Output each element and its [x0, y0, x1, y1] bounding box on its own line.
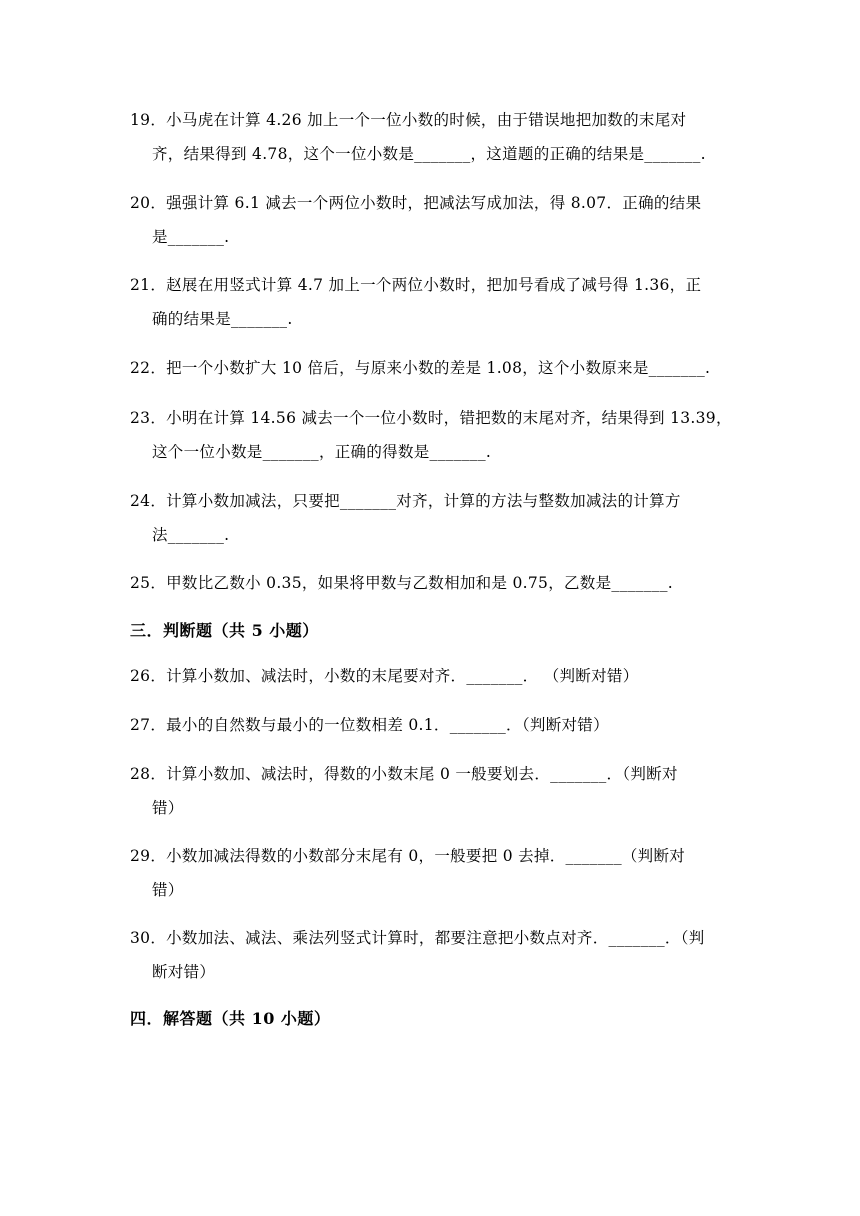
question-number: 26．: [130, 667, 167, 685]
question-text: 甲数比乙数小 0.35，如果将甲数与乙数相加和是 0.75，乙数是_______.: [166, 574, 673, 592]
question-22: [130, 351, 730, 385]
question-30: [130, 921, 730, 989]
question-number: 20．: [130, 194, 167, 212]
question-line: [130, 757, 730, 791]
question-text-continued: 法_______.: [152, 526, 230, 544]
question-24: [130, 484, 730, 552]
question-25: [130, 566, 730, 600]
question-line: [130, 659, 730, 693]
question-text-continued: 确的结果是_______.: [152, 310, 293, 328]
question-text-continued: 错）: [152, 799, 184, 817]
question-number: 27．: [130, 716, 167, 734]
question-text-continued: 错）: [152, 881, 184, 899]
question-line: [130, 484, 730, 518]
question-text-continued: 是_______.: [152, 228, 230, 246]
section-heading-judgement: 三．判断题（共 5 小题）: [130, 621, 319, 640]
question-21: [130, 268, 730, 336]
question-text: 小数加减法得数的小数部分末尾有 0，一般要把 0 去掉．_______（判断对: [166, 847, 686, 865]
question-number: 29．: [130, 847, 167, 865]
question-29: [130, 839, 730, 907]
question-text: 计算小数加、减法时，得数的小数末尾 0 一般要划去．_______．（判断对: [166, 765, 678, 783]
question-line: [130, 921, 730, 955]
question-26: [130, 659, 730, 693]
question-line: [130, 839, 730, 873]
question-number: 25．: [130, 574, 167, 592]
question-number: 24．: [130, 492, 167, 510]
question-text: 计算小数加、减法时，小数的末尾要对齐．_______． （判断对错）: [166, 667, 639, 685]
question-line: [130, 103, 730, 137]
question-line: [130, 708, 730, 742]
question-number: 22．: [130, 359, 167, 377]
question-line: [130, 268, 730, 302]
question-number: 23．: [130, 409, 167, 427]
question-line: [130, 401, 730, 435]
question-number: 21．: [130, 276, 167, 294]
question-27: [130, 708, 730, 742]
question-text: 小数加法、减法、乘法列竖式计算时，都要注意把小数点对齐．_______．（判: [166, 929, 705, 947]
section-heading-answer: 四．解答题（共 10 小题）: [130, 1009, 331, 1028]
question-number: 28．: [130, 765, 167, 783]
question-text: 计算小数加减法，只要把_______对齐，计算的方法与整数加减法的计算方: [166, 492, 681, 510]
question-28: [130, 757, 730, 825]
question-text-continued: 断对错）: [152, 963, 216, 981]
question-23: [130, 401, 730, 469]
question-number: 30．: [130, 929, 167, 947]
question-line: [130, 566, 730, 600]
question-line: [130, 351, 730, 385]
question-text-continued: 齐，结果得到 4.78，这个一位小数是_______，这道题的正确的结果是_______.: [152, 145, 706, 163]
question-text: 小明在计算 14.56 减去一个一位小数时，错把数的末尾对齐，结果得到 13.39，: [166, 409, 732, 427]
question-number: 19．: [130, 111, 167, 129]
question-text: 强强计算 6.1 减去一个两位小数时，把减法写成加法，得 8.07．正确的结果: [166, 194, 702, 212]
question-20: [130, 186, 730, 254]
question-text: 最小的自然数与最小的一位数相差 0.1．_______．（判断对错）: [166, 716, 609, 734]
question-text: 把一个小数扩大 10 倍后，与原来小数的差是 1.08，这个小数原来是_______.: [166, 359, 711, 377]
question-19: [130, 103, 730, 171]
question-text: 小马虎在计算 4.26 加上一个一位小数的时候，由于错误地把加数的末尾对: [166, 111, 687, 129]
question-text-continued: 这个一位小数是_______，正确的得数是_______.: [152, 443, 492, 461]
question-line: [130, 186, 730, 220]
question-text: 赵展在用竖式计算 4.7 加上一个两位小数时，把加号看成了减号得 1.36，正: [166, 276, 702, 294]
